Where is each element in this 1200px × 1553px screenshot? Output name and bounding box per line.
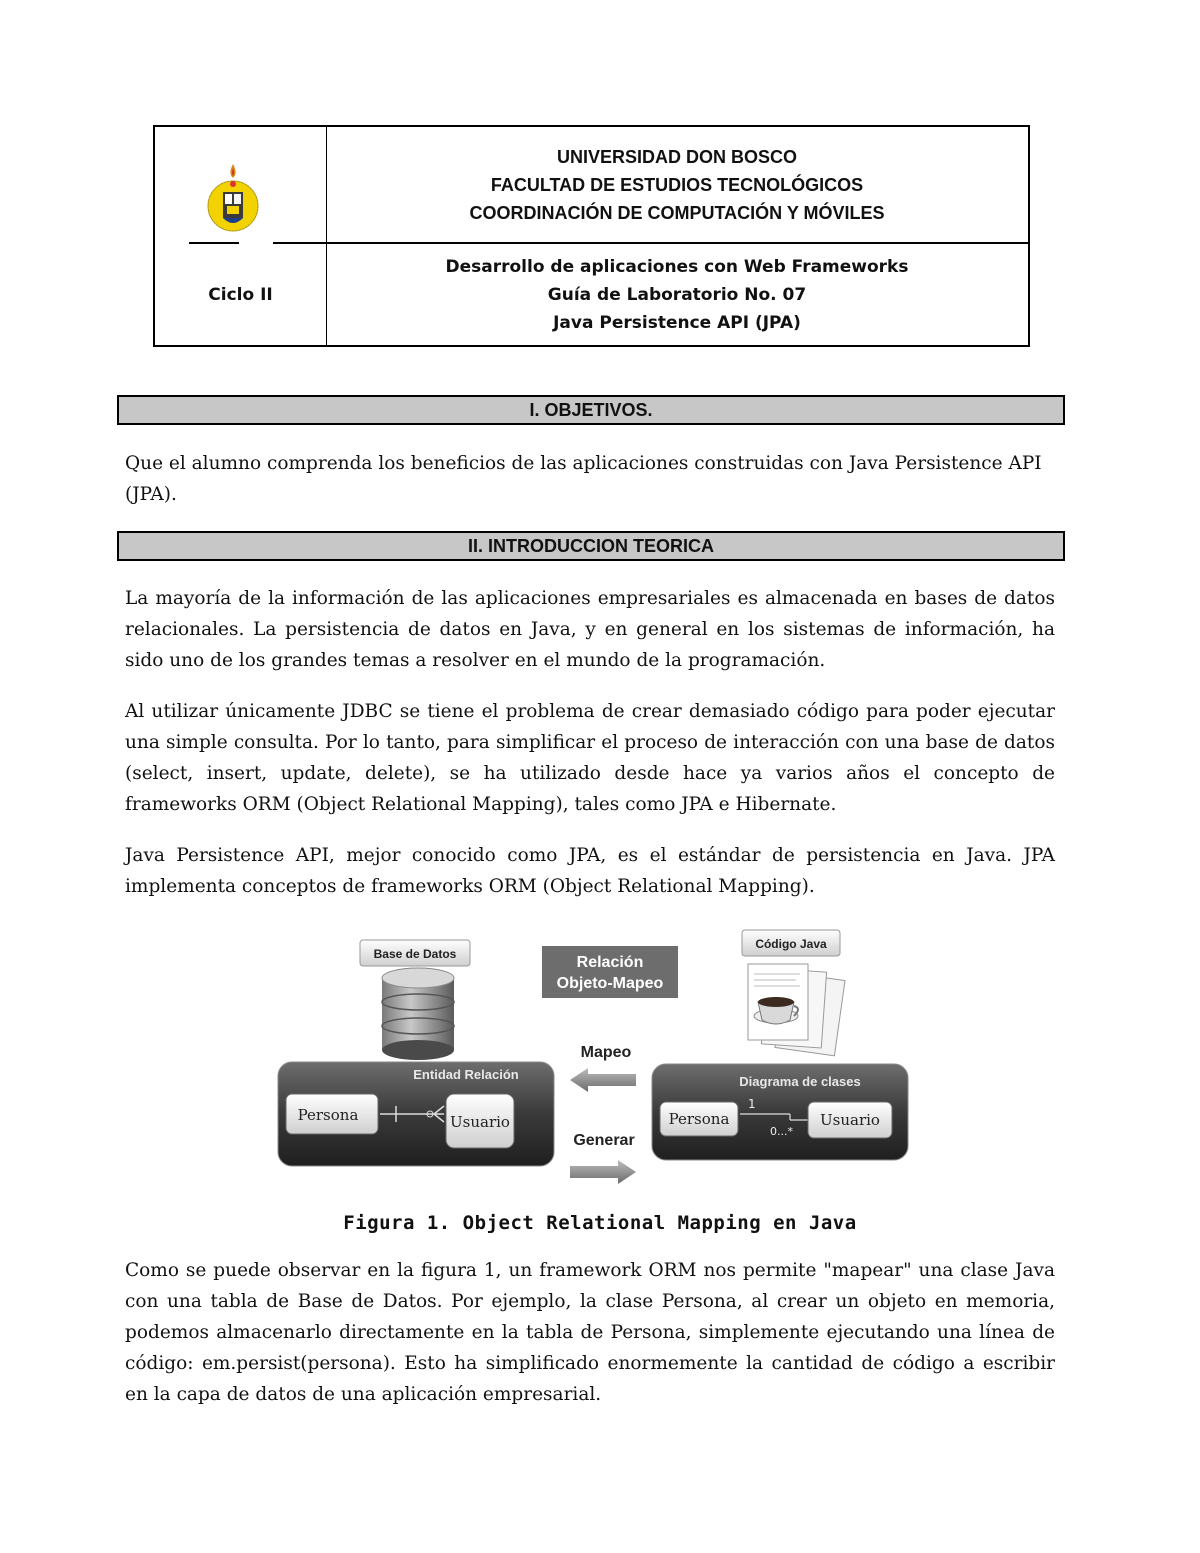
orm-figure: [270, 928, 920, 1190]
institution-block: [326, 127, 1028, 242]
er-persona: Persona: [297, 1106, 359, 1124]
generar-label: Generar: [573, 1132, 635, 1149]
er-usuario: Usuario: [450, 1113, 510, 1131]
class-diagram-panel: [652, 1064, 908, 1160]
cycle-label: Ciclo II: [208, 284, 273, 305]
cd-title: Diagrama de clases: [739, 1074, 861, 1089]
er-diagram-panel: [278, 1062, 554, 1166]
objectives-paragraph: Que el alumno comprenda los beneficios de las aplicaciones construidas con Java Persistence API (JPA).: [125, 453, 1042, 505]
faculty-name: FACULTAD DE ESTUDIOS TECNOLÓGICOS: [490, 174, 864, 195]
db-label-tag: [360, 940, 470, 966]
cd-mult-one: 1: [748, 1097, 756, 1111]
cd-usuario: Usuario: [820, 1111, 880, 1129]
intro-paragraph-2: Al utilizar únicamente JDBC se tiene el problema de crear demasiado código para poder ejecutar una simple consulta. Por lo tanto, para simplificar el proceso de interacción con una base de datos (select, insert, update, delete), se ha utilizado desde hace ya varios años el concepto de frameworks ORM (Object Relational Mapping), tales como JPA e Hibernate.: [125, 701, 1055, 815]
intro-paragraph-4: Como se puede observar en la figura 1, un framework ORM nos permite "mapear" una clase Java con una tabla de Base de Datos. Por ejemplo, la clase Persona, al crear un objeto en memoria, podemos almacenarlo directamente en la tabla de Persona, simplemente ejecutando una línea de código: em.persist(persona). Esto ha simplificado enormemente la cantidad de código a escribir en la capa de datos de una aplicación empresarial.: [125, 1260, 1055, 1405]
intro-paragraph-1: La mayoría de la información de las aplicaciones empresariales es almacenada en bases de datos relacionales. La persistencia de datos en Java, y en general en los sistemas de información, ha sido uno de los grandes temas a resolver en el mundo de la programación.: [125, 588, 1055, 671]
intro-paragraph-3: Java Persistence API, mejor conocido como JPA, es el estándar de persistencia en Java. JPA implementa conceptos de frameworks ORM (Object Relational Mapping).: [125, 845, 1055, 897]
section-intro-title: II. INTRODUCCION TEORICA: [117, 531, 1065, 561]
arrow-left-icon: [570, 1068, 636, 1092]
orm-label-line2: Objeto-Mapeo: [556, 975, 664, 992]
university-logo: [197, 162, 269, 244]
arrow-right-icon: [570, 1160, 636, 1184]
figure-caption: Figura 1. Object Relational Mapping en Java: [343, 1212, 857, 1234]
er-title: Entidad Relación: [413, 1067, 519, 1082]
cd-persona: Persona: [668, 1110, 730, 1128]
coordination-name: COORDINACIÓN DE COMPUTACIÓN Y MÓVILES: [469, 202, 885, 223]
course-name: Desarrollo de aplicaciones con Web Frameworks: [445, 256, 909, 277]
database-icon: [382, 968, 454, 1060]
db-label-text: Base de Datos: [373, 947, 457, 961]
section-objectives-title: I. OBJETIVOS.: [117, 395, 1065, 425]
course-block: [326, 244, 1028, 345]
guide-topic: Java Persistence API (JPA): [553, 312, 801, 333]
orm-label: [542, 946, 678, 998]
guide-number: Guía de Laboratorio No. 07: [547, 284, 807, 305]
university-name: UNIVERSIDAD DON BOSCO: [556, 146, 798, 167]
header-table: [153, 125, 1030, 347]
mapeo-label: Mapeo: [580, 1044, 632, 1061]
orm-label-line1: Relación: [576, 954, 644, 971]
cd-mult-many: 0...*: [770, 1125, 793, 1138]
code-label-text: Código Java: [755, 937, 827, 951]
java-code-icon: [742, 930, 845, 1056]
